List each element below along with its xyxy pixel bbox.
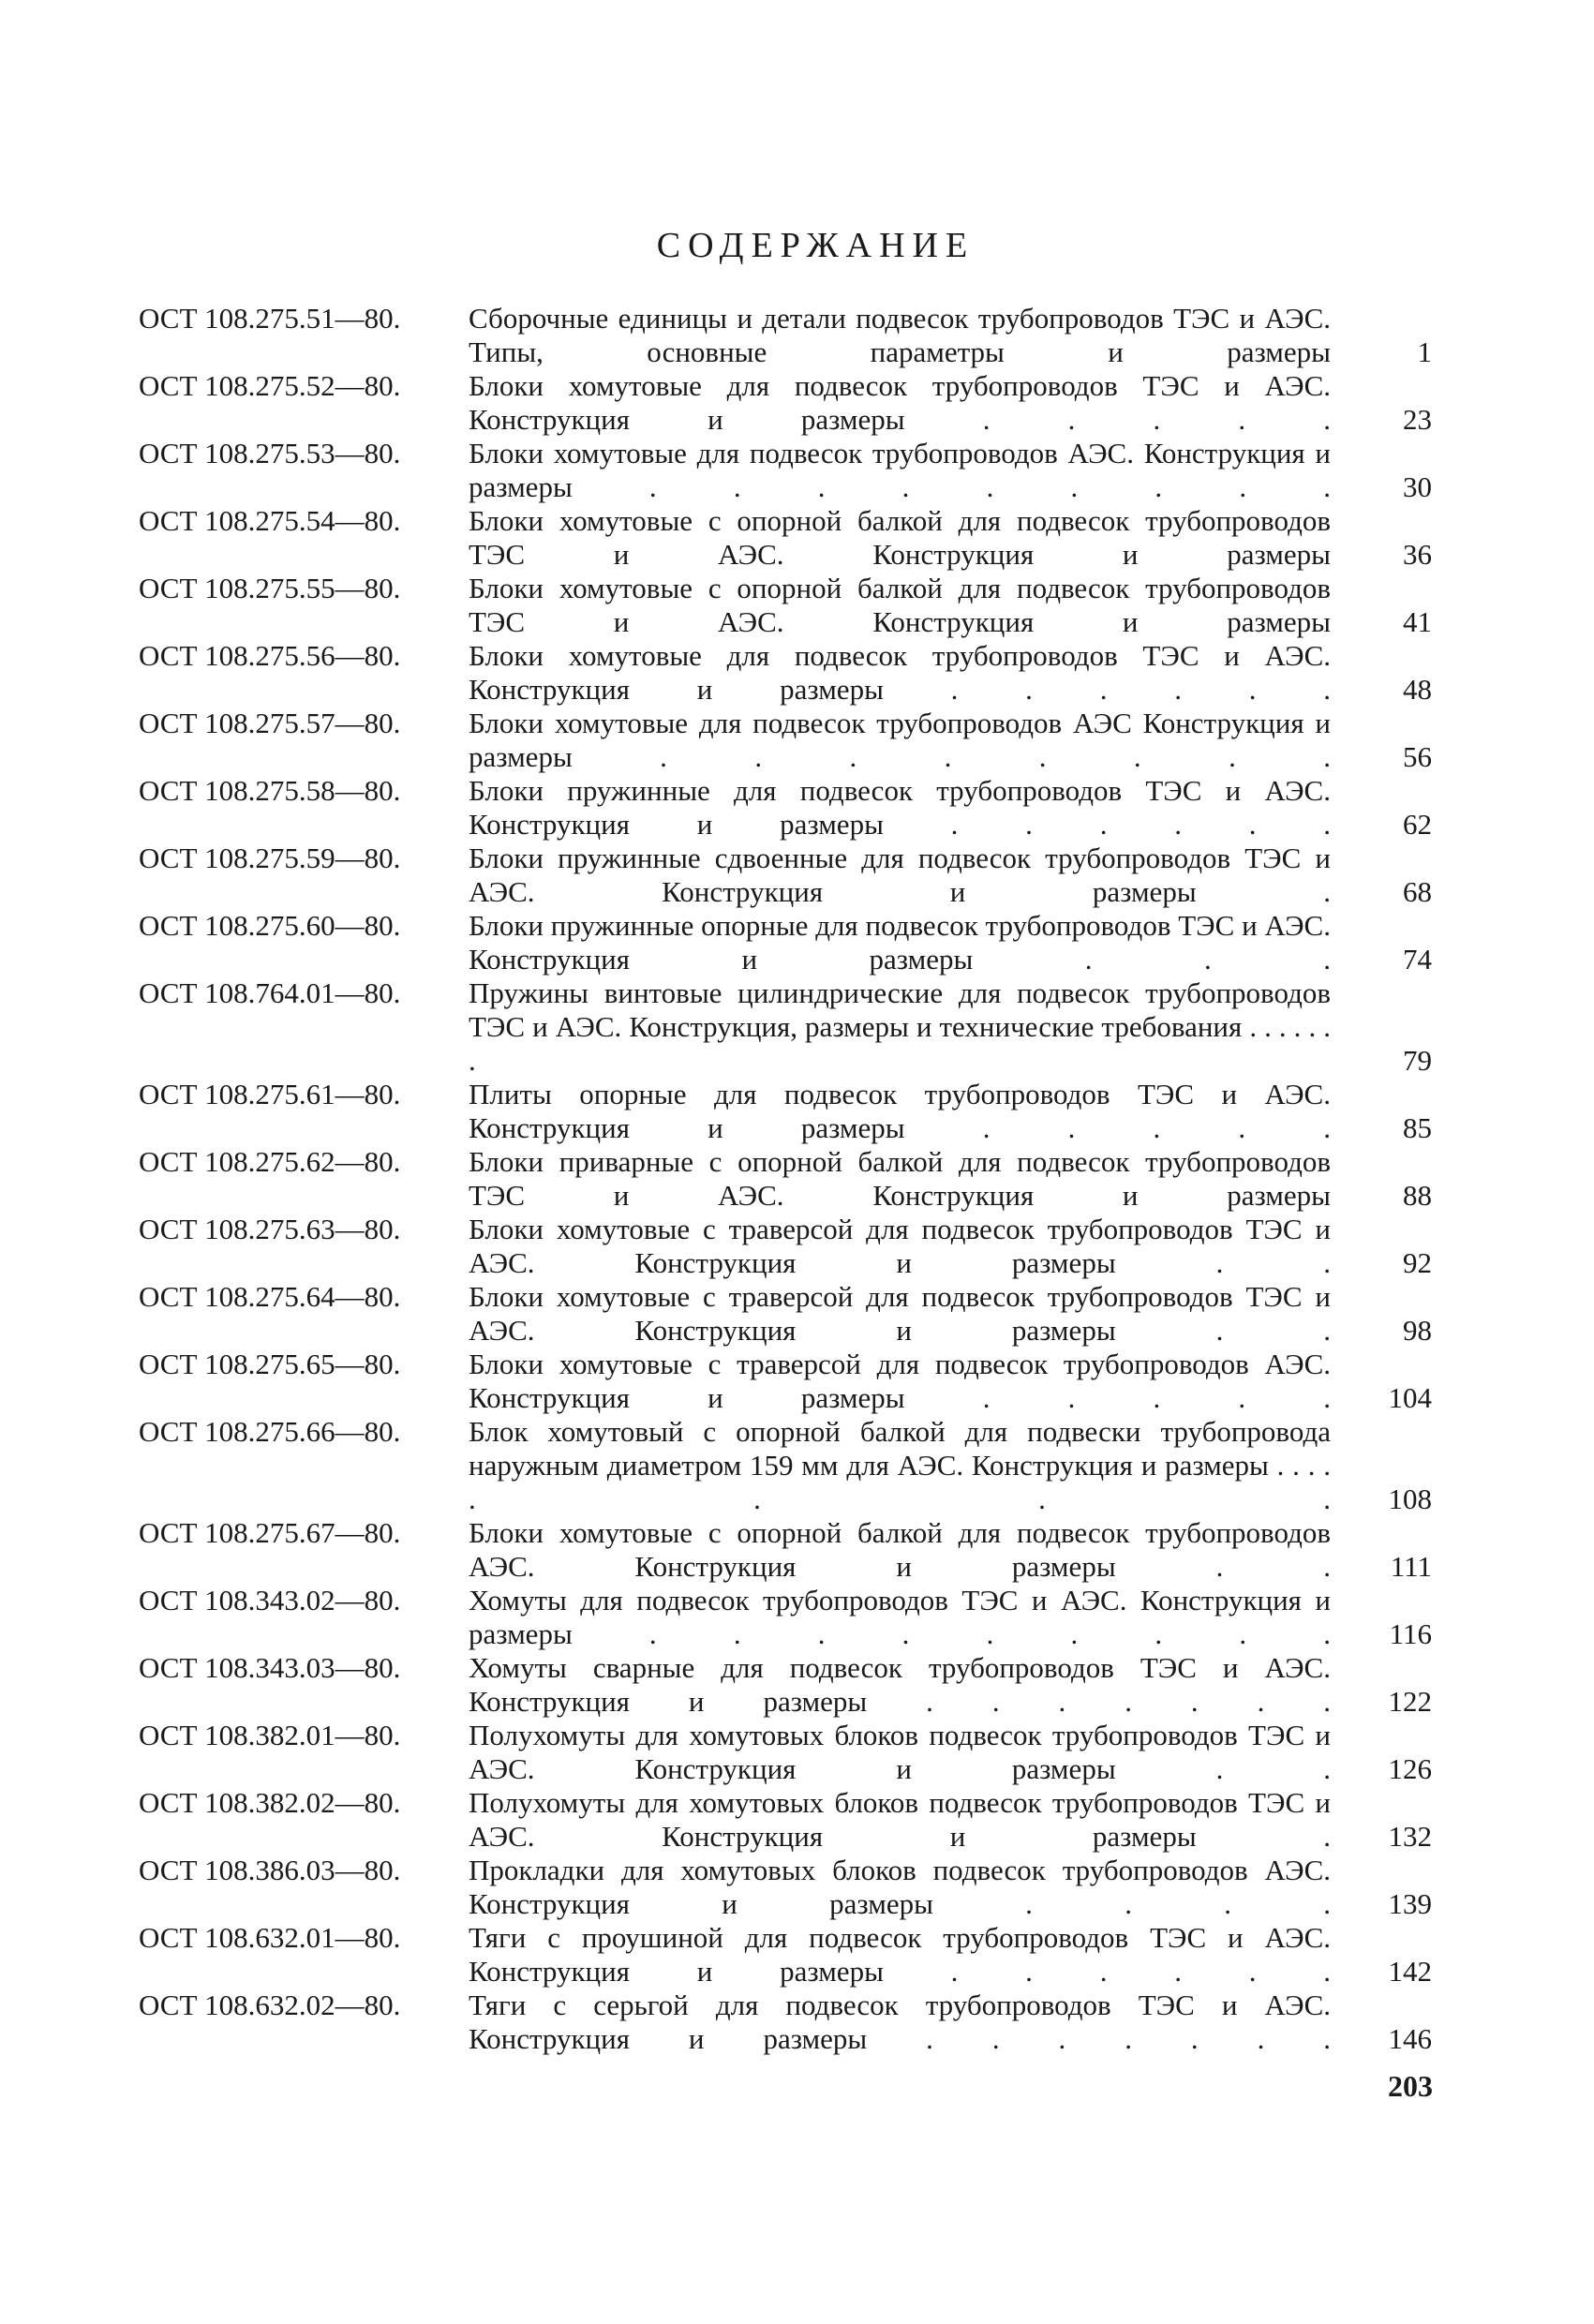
toc-entry-title: Полухомуты для хомутовых блоков подвесок трубопроводов ТЭС и АЭС. Конструкция и размеры . . <box>469 1719 1331 1785</box>
toc-entry <box>139 1415 1432 1516</box>
toc-entry-title: Сборочные единицы и детали подвесок трубопроводов ТЭС и АЭС. Типы, основные параметры и размеры <box>469 302 1331 368</box>
toc-entry-title: Прокладки для хомутовых блоков подвесок трубопроводов АЭС. Конструкция и размеры . . . . <box>469 1854 1331 1920</box>
toc-entry-code: ОСТ 108.275.63—80. <box>139 1213 401 1245</box>
toc-entry <box>139 302 1432 369</box>
toc-entry-code: ОСТ 108.275.64—80. <box>139 1280 401 1313</box>
toc-entry-code: ОСТ 108.275.56—80. <box>139 639 401 672</box>
toc-entry <box>139 976 1432 1078</box>
toc-entry-code: ОСТ 108.275.60—80. <box>139 909 401 942</box>
toc-entry-title: Тяги с серьгой для подвесок трубопроводов ТЭС и АЭС. Конструкция и размеры . . . . . . . <box>469 1989 1331 2055</box>
toc-entry-page: 132 <box>1388 1820 1432 1853</box>
toc-entry-title: Блоки хомутовые для подвесок трубопроводов ТЭС и АЭС. Конструкция и размеры . . . . . <box>469 369 1331 436</box>
toc-entry-code: ОСТ 108.275.59—80. <box>139 842 401 874</box>
toc-entry-code: ОСТ 108.632.01—80. <box>139 1921 401 1954</box>
toc-entry <box>139 1921 1432 1989</box>
toc-entry <box>139 842 1432 909</box>
toc-entry-page: 98 <box>1403 1314 1432 1347</box>
table-of-contents <box>139 302 1432 2056</box>
toc-entry-code: ОСТ 108.275.62—80. <box>139 1145 401 1178</box>
toc-entry <box>139 1989 1432 2056</box>
toc-entry-page: 108 <box>1388 1482 1432 1515</box>
toc-entry-title: Полухомуты для хомутовых блоков подвесок трубопроводов ТЭС и АЭС. Конструкция и размеры . <box>469 1786 1331 1853</box>
toc-entry-title: Пружины винтовые цилиндрические для подвесок трубопроводов ТЭС и АЭС. Конструкция, размеры и технические требования . . . . . . . <box>469 976 1331 1077</box>
toc-entry-title: Блоки хомутовые для подвесок трубопроводов ТЭС и АЭС. Конструкция и размеры . . . . . . <box>469 639 1331 706</box>
toc-entry-title: Блоки пружинные опорные для подвесок трубопроводов ТЭС и АЭС. Конструкция и размеры . . . <box>469 909 1331 976</box>
toc-entry <box>139 1348 1432 1415</box>
toc-entry <box>139 1584 1432 1651</box>
toc-entry-code: ОСТ 108.275.52—80. <box>139 369 401 402</box>
toc-entry-title: Блоки хомутовые для подвесок трубопроводов АЭС Конструкция и размеры . . . . . . . . <box>469 707 1331 773</box>
toc-entry-page: 146 <box>1388 2022 1432 2055</box>
toc-entry-title: Тяги с проушиной для подвесок трубопроводов ТЭС и АЭС. Конструкция и размеры . . . . . . <box>469 1921 1331 1988</box>
toc-entry <box>139 504 1432 572</box>
toc-entry-page: 30 <box>1403 470 1432 503</box>
toc-entry <box>139 1786 1432 1854</box>
toc-entry <box>139 1854 1432 1921</box>
toc-entry-code: ОСТ 108.275.51—80. <box>139 302 401 335</box>
toc-entry <box>139 774 1432 842</box>
toc-entry <box>139 1719 1432 1786</box>
toc-entry-code: ОСТ 108.382.01—80. <box>139 1719 401 1751</box>
toc-entry <box>139 1213 1432 1280</box>
toc-entry-title: Плиты опорные для подвесок трубопроводов ТЭС и АЭС. Конструкция и размеры . . . . . <box>469 1078 1331 1144</box>
toc-entry <box>139 1516 1432 1584</box>
toc-entry-page: 111 <box>1390 1550 1432 1583</box>
toc-entry-page: 139 <box>1388 1887 1432 1920</box>
toc-entry <box>139 369 1432 437</box>
toc-entry-title: Блоки хомутовые с опорной балкой для подвесок трубопроводов ТЭС и АЭС. Конструкция и размеры <box>469 504 1331 571</box>
toc-entry-code: ОСТ 108.275.55—80. <box>139 572 401 604</box>
toc-entry-code: ОСТ 108.275.58—80. <box>139 774 401 807</box>
toc-entry-page: 68 <box>1403 875 1432 908</box>
toc-entry-title: Блоки приварные с опорной балкой для подвесок трубопроводов ТЭС и АЭС. Конструкция и размеры <box>469 1145 1331 1212</box>
toc-entry <box>139 1078 1432 1145</box>
toc-entry-page: 88 <box>1403 1179 1432 1212</box>
toc-entry-title: Блоки хомутовые с траверсой для подвесок трубопроводов АЭС. Конструкция и размеры . . . . . <box>469 1348 1331 1414</box>
toc-entry-code: ОСТ 108.386.03—80. <box>139 1854 401 1886</box>
toc-entry-page: 116 <box>1389 1617 1432 1650</box>
toc-entry-title: Блоки хомутовые с траверсой для подвесок трубопроводов ТЭС и АЭС. Конструкция и размеры . . <box>469 1280 1331 1347</box>
page-title: СОДЕРЖАНИЕ <box>656 226 976 265</box>
toc-entry-page: 56 <box>1403 740 1432 773</box>
toc-entry-page: 122 <box>1388 1685 1432 1718</box>
toc-entry-title: Блок хомутовый с опорной балкой для подвески трубопровода наружным диаметром 159 мм для АЭС. Конструкция и размеры . . . . . . . . <box>469 1415 1331 1515</box>
toc-entry-title: Блоки хомутовые для подвесок трубопроводов АЭС. Конструкция и размеры . . . . . . . . . <box>469 437 1331 503</box>
page-number: 203 <box>1388 2069 1433 2103</box>
toc-entry-code: ОСТ 108.382.02—80. <box>139 1786 401 1819</box>
toc-entry-code: ОСТ 108.275.66—80. <box>139 1415 401 1448</box>
toc-entry-page: 36 <box>1403 538 1432 571</box>
toc-entry-title: Блоки хомутовые с опорной балкой для подвесок трубопроводов ТЭС и АЭС. Конструкция и размеры <box>469 572 1331 638</box>
toc-entry-page: 41 <box>1403 605 1432 638</box>
toc-entry-title: Блоки пружинные сдвоенные для подвесок трубопроводов ТЭС и АЭС. Конструкция и размеры . <box>469 842 1331 908</box>
toc-entry-page: 126 <box>1388 1752 1432 1785</box>
toc-entry-code: ОСТ 108.275.67—80. <box>139 1516 401 1549</box>
toc-entry-page: 74 <box>1403 943 1432 976</box>
toc-entry-code: ОСТ 108.275.54—80. <box>139 504 401 537</box>
toc-entry-code: ОСТ 108.343.02—80. <box>139 1584 401 1616</box>
toc-entry-title: Блоки пружинные для подвесок трубопроводов ТЭС и АЭС. Конструкция и размеры . . . . . . <box>469 774 1331 841</box>
toc-entry-page: 23 <box>1403 403 1432 436</box>
toc-entry-code: ОСТ 108.275.57—80. <box>139 707 401 739</box>
toc-entry-code: ОСТ 108.632.02—80. <box>139 1989 401 2021</box>
toc-entry-page: 48 <box>1403 673 1432 706</box>
toc-entry-code: ОСТ 108.275.65—80. <box>139 1348 401 1380</box>
toc-entry-title: Хомуты для подвесок трубопроводов ТЭС и АЭС. Конструкция и размеры . . . . . . . . . <box>469 1584 1331 1650</box>
toc-entry-page: 85 <box>1403 1111 1432 1144</box>
toc-entry-page: 104 <box>1388 1381 1432 1414</box>
toc-entry <box>139 1651 1432 1719</box>
toc-entry <box>139 909 1432 976</box>
toc-entry <box>139 1145 1432 1213</box>
toc-entry <box>139 572 1432 639</box>
toc-entry <box>139 639 1432 707</box>
toc-entry-page: 79 <box>1403 1044 1432 1077</box>
toc-entry-code: ОСТ 108.343.03—80. <box>139 1651 401 1684</box>
toc-entry <box>139 1280 1432 1348</box>
toc-entry-title: Хомуты сварные для подвесок трубопроводов ТЭС и АЭС. Конструкция и размеры . . . . . . . <box>469 1651 1331 1718</box>
toc-entry-page: 62 <box>1403 808 1432 841</box>
toc-entry-page: 1 <box>1417 335 1432 368</box>
toc-entry-page: 92 <box>1403 1246 1432 1279</box>
toc-entry-code: ОСТ 108.764.01—80. <box>139 976 401 1009</box>
toc-entry-code: ОСТ 108.275.53—80. <box>139 437 401 469</box>
toc-entry <box>139 707 1432 774</box>
toc-entry-code: ОСТ 108.275.61—80. <box>139 1078 401 1110</box>
toc-entry-page: 142 <box>1388 1955 1432 1988</box>
toc-entry-title: Блоки хомутовые с траверсой для подвесок трубопроводов ТЭС и АЭС. Конструкция и размеры . . <box>469 1213 1331 1279</box>
toc-entry-title: Блоки хомутовые с опорной балкой для подвесок трубопроводов АЭС. Конструкция и размеры . . <box>469 1516 1331 1583</box>
toc-entry <box>139 437 1432 504</box>
